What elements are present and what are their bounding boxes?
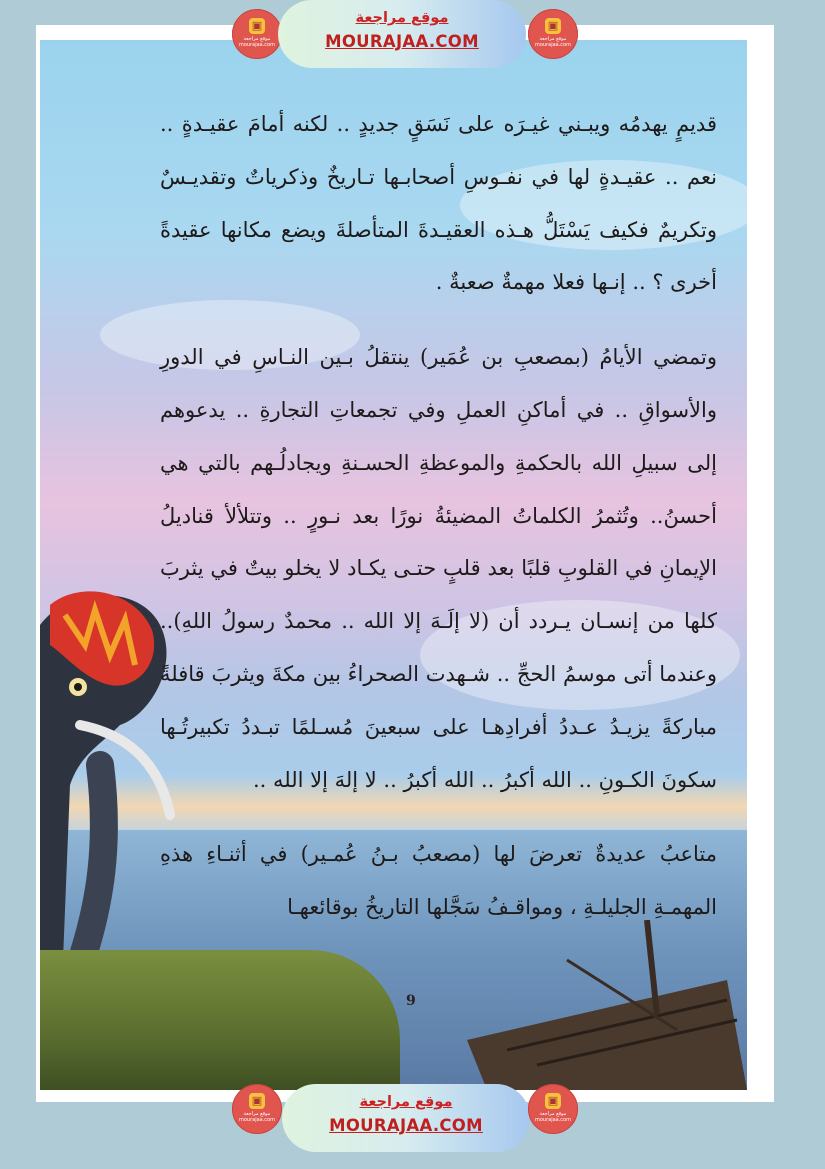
site-logo-badge[interactable]: ▣ موقع مراجعة mourajaa.com [232,9,282,59]
logo-icon: ▣ [545,18,561,34]
ship-illustration [447,920,747,1090]
paragraph: قديمٍ يهدمُه ويبـني غيـرَه على نَسَقٍ جديدٍ .. لكنه أمامَ عقيـدةٍ .. نعم .. عقيـدةٍ لها في نفـوسِ أصحابـها تـاريخٌ وذكرياتٌ وتقديـسٌ وتكريمٌ فكيف يَسْتَلُّ هـذه العقيـدةَ المتأصلةَ ويضع مكانها عقيدةً أخرى ؟ .. إنـها فعلا مهمةٌ صعبةٌ . [160,112,717,295]
logo-icon: ▣ [545,1093,561,1109]
site-logo-badge[interactable]: ▣ موقع مراجعة mourajaa.com [232,1084,282,1134]
site-footer-link[interactable] [282,1084,530,1152]
page-number: 9 [406,993,416,1009]
paragraph: متاعبُ عديدةٌ تعرضَ لها (مصعبُ بـنُ عُمـير) في أثنـاءِ هذهِ المهمـةِ الجليلـةِ ، ومواقـفُ سَجَّلها التاريخُ بوقائعهـا [160,842,717,920]
logo-icon: ▣ [249,18,265,34]
site-domain: MOURAJAA.COM [329,1116,483,1135]
site-name-arabic: موقع مراجعة [355,10,449,26]
site-logo-badge[interactable]: ▣ موقع مراجعة mourajaa.com [528,1084,578,1134]
paragraph: وتمضي الأيامُ (بمصعبِ بن عُمَير) ينتقلُ بـين النـاسِ في الدورِ والأسواقِ .. في أماكنِ العملِ وفي تجمعاتِ التجارةِ .. يدعوهم إلى سبيلِ الله بالحكمةِ والموعظةِ الحسـنةِ ويجادلُـهم بالتي هي أحسنُ.. وتُثمرُ الكلماتُ المضيئةُ نورًا بعد نـورٍ .. وتتلألأ قناديلُ الإيمانِ في القلوبِ قلبًا بعد قلبٍ حتـى يكـاد لا يخلو بيتٌ في يثربَ كلها من إنسـان يـردد أن (لا إلَـهَ إلا الله .. محمدٌ رسولُ اللهِ).. وعندما أتى موسمُ الحجِّ .. شـهدت الصحراءُ بين مكةَ ويثربَ قافلةً مباركةً يزيـدُ عـددُ أفرادِهـا على سبعينَ مُسـلمًا تبـددُ تكبيرتُـها سكونَ الكـونِ .. الله أكبرُ .. الله أكبرُ .. لا إلهَ إلا الله .. [160,345,717,792]
story-text [160,98,717,934]
site-domain: MOURAJAA.COM [325,32,479,51]
site-name-arabic: موقع مراجعة [359,1094,453,1110]
rocks-and-flowers-illustration [40,950,400,1090]
site-logo-badge[interactable]: ▣ موقع مراجعة mourajaa.com [528,9,578,59]
site-header-link[interactable] [278,0,526,68]
book-page [40,40,747,1090]
logo-icon: ▣ [249,1093,265,1109]
